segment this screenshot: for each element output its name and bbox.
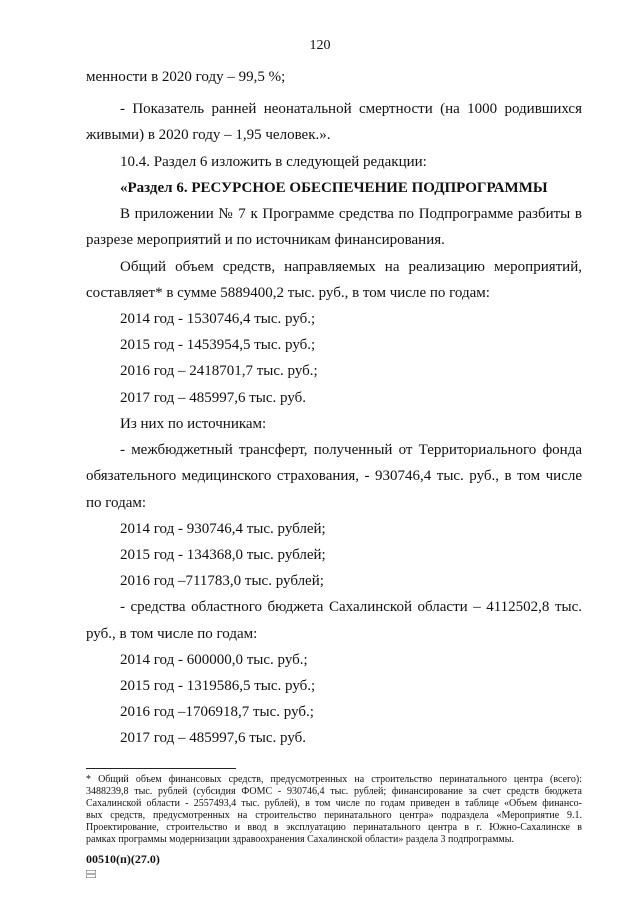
body-line: 2017 год – 485997,6 тыс. руб. [120, 390, 307, 406]
body-line: руб., в том числе по годам: [86, 626, 258, 642]
footer-mark-icon [86, 870, 96, 878]
body-line: 2015 год - 1319586,5 тыс. руб.; [120, 678, 316, 694]
body-line: - средства областного бюджета Сахалинской области – 4112502,8 тыс. [120, 599, 582, 615]
page-number: 120 [309, 38, 331, 53]
body-line: В приложении № 7 к Программе средства по Подпрограмме разбиты в [120, 206, 582, 222]
body-line: - Показатель ранней неонатальной смертности (на 1000 родившихся [120, 101, 582, 117]
footnote-line: 3488239,8 тыс. рублей (субсидия ФОМС - 930746,4 тыс. рублей; финансирование за счет средств бюджета [86, 786, 582, 797]
body-line: 10.4. Раздел 6 изложить в следующей редакции: [120, 154, 427, 170]
body-line: менности в 2020 году – 99,5 %; [86, 69, 286, 85]
footnote-line: Сахалинской области - 2557493,4 тыс. рублей), в том числе по годам приведен в таблице «Объем финансо- [86, 798, 582, 809]
body-line: Из них по источникам: [120, 416, 267, 432]
body-line: 2016 год –711783,0 тыс. рублей; [120, 573, 324, 589]
footnote-divider [86, 768, 236, 769]
body-line: по годам: [86, 495, 147, 511]
body-line: разрезе мероприятий и по источникам финансирования. [86, 232, 445, 248]
body-line: 2016 год – 2418701,7 тыс. руб.; [120, 363, 318, 379]
section-heading: «Раздел 6. РЕСУРСНОЕ ОБЕСПЕЧЕНИЕ ПОДПРОГРАММЫ [120, 180, 548, 196]
footnote-line: Проектирование, строительство и ввод в эксплуатацию перинатального центра в г. Южно-Сахалинске в [86, 822, 582, 833]
footnote-line: * Общий объем финансовых средств, предусмотренных на строительство перинатального центра (всего): [86, 774, 582, 785]
body-line: 2014 год - 930746,4 тыс. рублей; [120, 521, 326, 537]
body-line: - межбюджетный трансферт, полученный от Территориального фонда [120, 442, 582, 458]
body-line: 2016 год –1706918,7 тыс. руб.; [120, 704, 314, 720]
body-line: 2017 год – 485997,6 тыс. руб. [120, 730, 307, 746]
footnote-line: рамках программы модернизации здравоохранения Сахалинской области» раздела 3 подпрограммы. [86, 834, 514, 845]
body-line: составляет* в сумме 5889400,2 тыс. руб., в том числе по годам: [86, 285, 490, 301]
document-code: 00510(п)(27.0) [86, 852, 160, 866]
body-line: 2014 год - 600000,0 тыс. руб.; [120, 652, 308, 668]
body-line: 2015 год - 1453954,5 тыс. руб.; [120, 337, 316, 353]
body-line: обязательного медицинского страхования, - 930746,4 тыс. руб., в том числе [86, 468, 582, 484]
body-line: живыми) в 2020 году – 1,95 человек.». [86, 127, 331, 143]
body-line: Общий объем средств, направляемых на реализацию мероприятий, [120, 259, 582, 275]
footnote-line: вых средств, предусмотренных на строительство перинатального центра» подраздела «Мероприятие 9.1. [86, 810, 582, 821]
body-line: 2014 год - 1530746,4 тыс. руб.; [120, 311, 316, 327]
body-line: 2015 год - 134368,0 тыс. рублей; [120, 547, 326, 563]
